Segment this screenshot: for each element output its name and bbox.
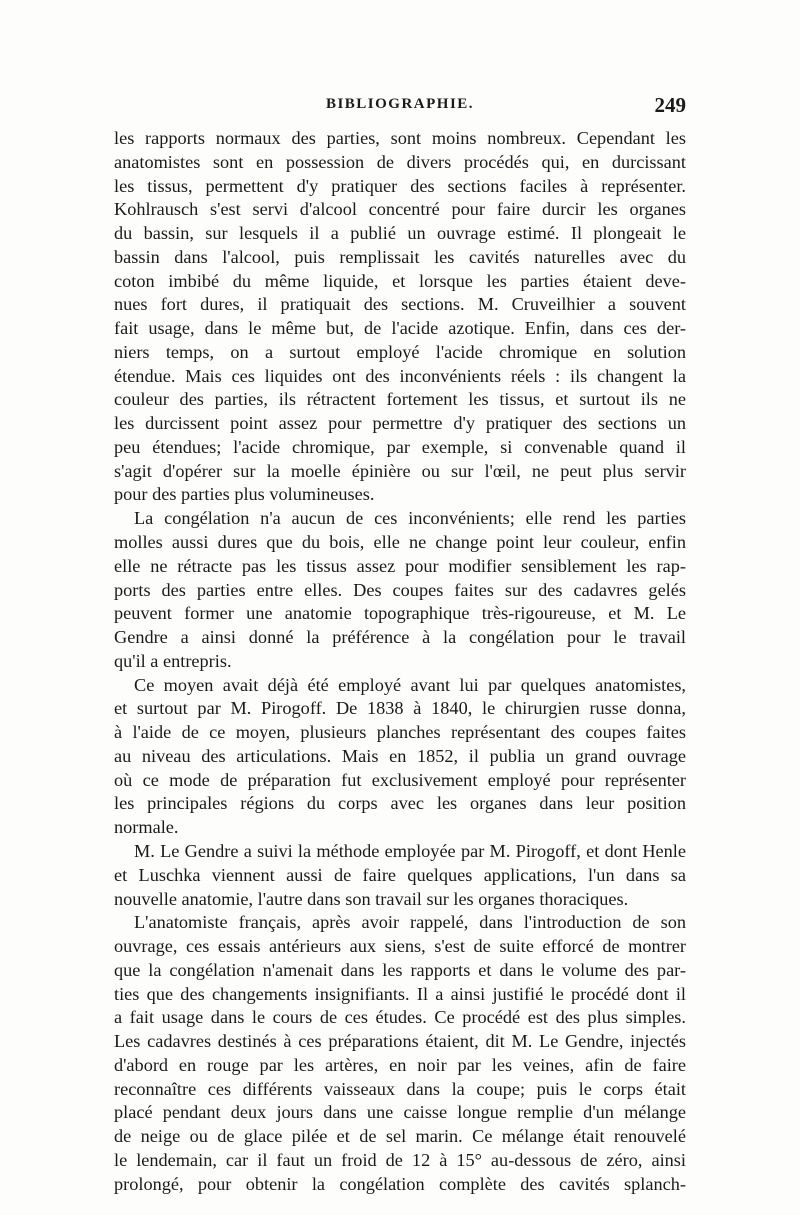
text-line: reconnaître ces différents vaisseaux dans la coupe; puis le corps était xyxy=(114,1078,686,1099)
text-line: ports des parties entre elles. Des coupes faites sur des cadavres gelés xyxy=(114,579,686,600)
paragraph-1 xyxy=(114,127,686,507)
text-line: ouvrage, ces essais antérieurs aux siens, s'est de suite efforcé de montrer xyxy=(114,936,686,957)
text-line: bassin dans l'alcool, puis remplissait les cavités naturelles avec du xyxy=(114,246,686,267)
text-line: couleur des parties, ils rétractent fortement les tissus, et surtout ils ne xyxy=(114,389,686,410)
text-line: Ce moyen avait déjà été employé avant lui par quelques anatomistes, xyxy=(134,674,686,695)
running-header xyxy=(114,93,686,124)
text-line: le lendemain, car il faut un froid de 12 à 15° au-dessous de zéro, ainsi xyxy=(114,1149,686,1170)
text-line: coton imbibé du même liquide, et lorsque les parties étaient deve- xyxy=(114,270,686,291)
text-line: qu'il a entrepris. xyxy=(114,650,232,671)
text-line: niers temps, on a surtout employé l'acide chromique en solution xyxy=(114,341,686,362)
text-line: et surtout par M. Pirogoff. De 1838 à 1840, le chirurgien russe donna, xyxy=(114,698,686,719)
text-line: Kohlrausch s'est servi d'alcool concentré pour faire durcir les organes xyxy=(114,199,686,220)
text-line: fait usage, dans le même but, de l'acide azotique. Enfin, dans ces der- xyxy=(114,318,686,339)
text-line: les tissus, permettent d'y pratiquer des sections faciles à représenter. xyxy=(114,175,686,196)
text-line: où ce mode de préparation fut exclusivement employé pour représenter xyxy=(114,769,686,790)
text-line: s'agit d'opérer sur la moelle épinière ou sur l'œil, ne peut plus servir xyxy=(114,460,686,481)
running-title: BIBLIOGRAPHIE. xyxy=(325,96,475,112)
text-line: elle ne rétracte pas les tissus assez pour modifier sensiblement les rap- xyxy=(114,555,686,576)
text-line: anatomistes sont en possession de divers procédés qui, en durcissant xyxy=(114,151,686,172)
body-text xyxy=(114,127,686,1196)
text-line: que la congélation n'amenait dans les rapports et dans le volume des par- xyxy=(114,959,686,980)
text-line: de neige ou de glace pilée et de sel marin. Ce mélange était renouvelé xyxy=(114,1126,686,1147)
text-line: étendue. Mais ces liquides ont des inconvénients réels : ils changent la xyxy=(114,365,686,386)
paragraph-5 xyxy=(114,911,686,1196)
text-line: a fait usage dans le cours de ces études. Ce procédé est des plus simples. xyxy=(114,1007,686,1028)
paragraph-2 xyxy=(114,507,686,673)
text-line: du bassin, sur lesquels il a publié un ouvrage estimé. Il plongeait le xyxy=(114,223,686,244)
text-line: et Luschka viennent aussi de faire quelques applications, l'un dans sa xyxy=(114,864,686,885)
text-line: Gendre a ainsi donné la préférence à la congélation pour le travail xyxy=(114,627,686,648)
text-line: placé pendant deux jours dans une caisse longue remplie d'un mélange xyxy=(114,1102,686,1123)
text-line: les rapports normaux des parties, sont moins nombreux. Cependant les xyxy=(114,128,686,148)
page-number: 249 xyxy=(654,93,686,117)
text-line: nues fort dures, il pratiquait des sections. M. Cruveilhier a souvent xyxy=(114,294,686,315)
text-line: ties que des changements insignifiants. Il a ainsi justifié le procédé dont il xyxy=(114,983,686,1004)
text-line: nouvelle anatomie, l'autre dans son travail sur les organes thoraciques. xyxy=(114,888,629,909)
text-line: pour des parties plus volumineuses. xyxy=(114,484,375,505)
text-line: normale. xyxy=(114,817,179,838)
paragraph-4 xyxy=(114,840,686,911)
text-line: molles aussi dures que du bois, elle ne change point leur couleur, enfin xyxy=(114,532,686,553)
text-line: peu étendues; l'acide chromique, par exemple, si convenable quand il xyxy=(114,436,686,457)
text-line: les principales régions du corps avec les organes dans leur position xyxy=(114,793,686,814)
text-line: d'abord en rouge par les artères, en noir par les veines, afin de faire xyxy=(114,1054,686,1075)
text-line: à l'aide de ce moyen, plusieurs planches représentant des coupes faites xyxy=(114,722,686,743)
text-line: La congélation n'a aucun de ces inconvénients; elle rend les parties xyxy=(134,508,686,529)
text-line: L'anatomiste français, après avoir rappelé, dans l'introduction de son xyxy=(134,912,686,933)
text-line: au niveau des articulations. Mais en 1852, il publia un grand ouvrage xyxy=(114,745,686,766)
text-line: M. Le Gendre a suivi la méthode employée par M. Pirogoff, et dont Henle xyxy=(134,840,686,861)
paragraph-3 xyxy=(114,674,686,840)
text-line: Les cadavres destinés à ces préparations étaient, dit M. Le Gendre, injectés xyxy=(114,1031,686,1052)
text-line: peuvent former une anatomie topographique très-rigoureuse, et M. Le xyxy=(114,603,686,624)
text-line: les durcissent point assez pour permettre d'y pratiquer des sections un xyxy=(114,413,686,434)
text-line: prolongé, pour obtenir la congélation complète des cavités splanch- xyxy=(114,1173,686,1194)
